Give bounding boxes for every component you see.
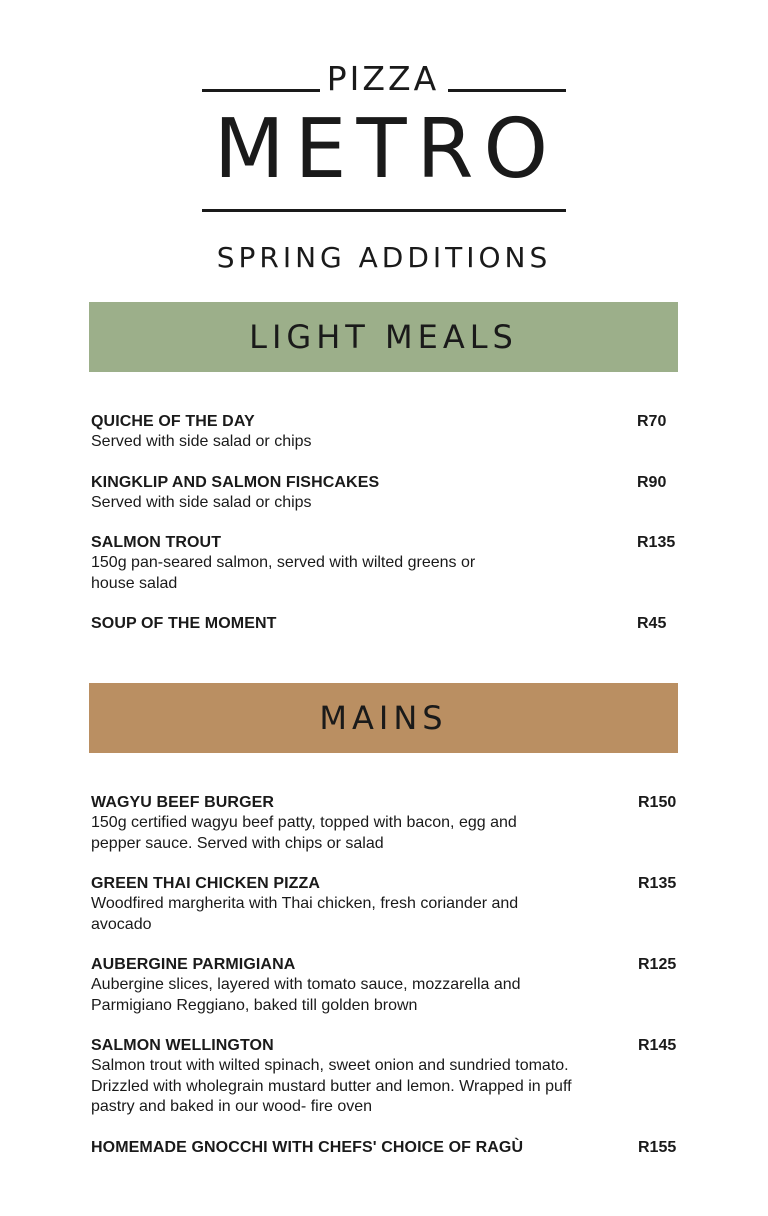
item-name: QUICHE OF THE DAY [91,413,255,430]
item-name: GREEN THAI CHICKEN PIZZA [91,875,321,892]
mains-list [91,793,681,1178]
item-description: 150g pan-seared salmon, served with wilted greens or house salad [91,554,476,592]
menu-item-quiche [91,412,681,453]
item-name: HOMEMADE GNOCCHI WITH CHEFS' CHOICE OF RAGÙ [91,1138,524,1156]
item-name: SOUP OF THE MOMENT [91,615,277,632]
menu-item-thai-chicken-pizza [91,874,681,935]
item-name: SALMON TROUT [91,534,222,551]
menu-item-aubergine-parmigiana [91,955,681,1016]
menu-item-gnocchi [91,1138,681,1158]
logo-rule-left [202,89,320,92]
menu-subtitle: SPRING ADDITIONS [216,241,552,274]
section-banner-light-meals: LIGHT MEALS [89,302,678,372]
logo-top-row [200,58,566,98]
item-description: Aubergine slices, layered with tomato sauce, mozzarella and Parmigiano Reggiano, baked till golden brown [91,976,521,1014]
item-price: R125 [638,956,677,973]
logo-rule-right [448,89,566,92]
menu-item-fishcakes [91,473,681,514]
item-price: R150 [638,794,677,811]
item-description: Served with side salad or chips [91,433,312,450]
logo-big-text: METRO [213,102,559,197]
item-description: Salmon trout with wilted spinach, sweet onion and sundried tomato. Drizzled with wholegrain mustard butter and lemon. Wrapped in puff pastry and baked in our wood- fire oven [91,1057,572,1115]
item-price: R135 [637,534,676,551]
item-name: KINGKLIP AND SALMON FISHCAKES [91,473,380,491]
item-price: R90 [637,473,667,491]
item-name: AUBERGINE PARMIGIANA [91,956,296,973]
item-name: WAGYU BEEF BURGER [91,794,275,811]
item-price: R145 [638,1037,677,1054]
menu-item-soup [91,614,681,634]
item-description: Woodfired margherita with Thai chicken, fresh coriander and avocado [91,895,519,933]
menu-item-salmon-trout [91,533,681,594]
logo-rule-bottom [202,209,566,212]
logo-small-text: PIZZA [326,59,440,98]
item-description: 150g certified wagyu beef patty, topped with bacon, egg and pepper sauce. Served with chips or salad [91,814,517,852]
item-price: R70 [637,413,667,430]
light-meals-list [91,412,681,654]
item-name: SALMON WELLINGTON [91,1037,274,1054]
menu-item-wagyu-burger [91,793,681,854]
item-description: Served with side salad or chips [91,493,312,511]
brand-logo [200,58,566,218]
section-banner-mains: MAINS [89,683,678,753]
menu-item-salmon-wellington [91,1036,681,1118]
item-price: R135 [638,875,677,892]
item-price: R155 [638,1138,677,1156]
item-price: R45 [637,615,667,632]
